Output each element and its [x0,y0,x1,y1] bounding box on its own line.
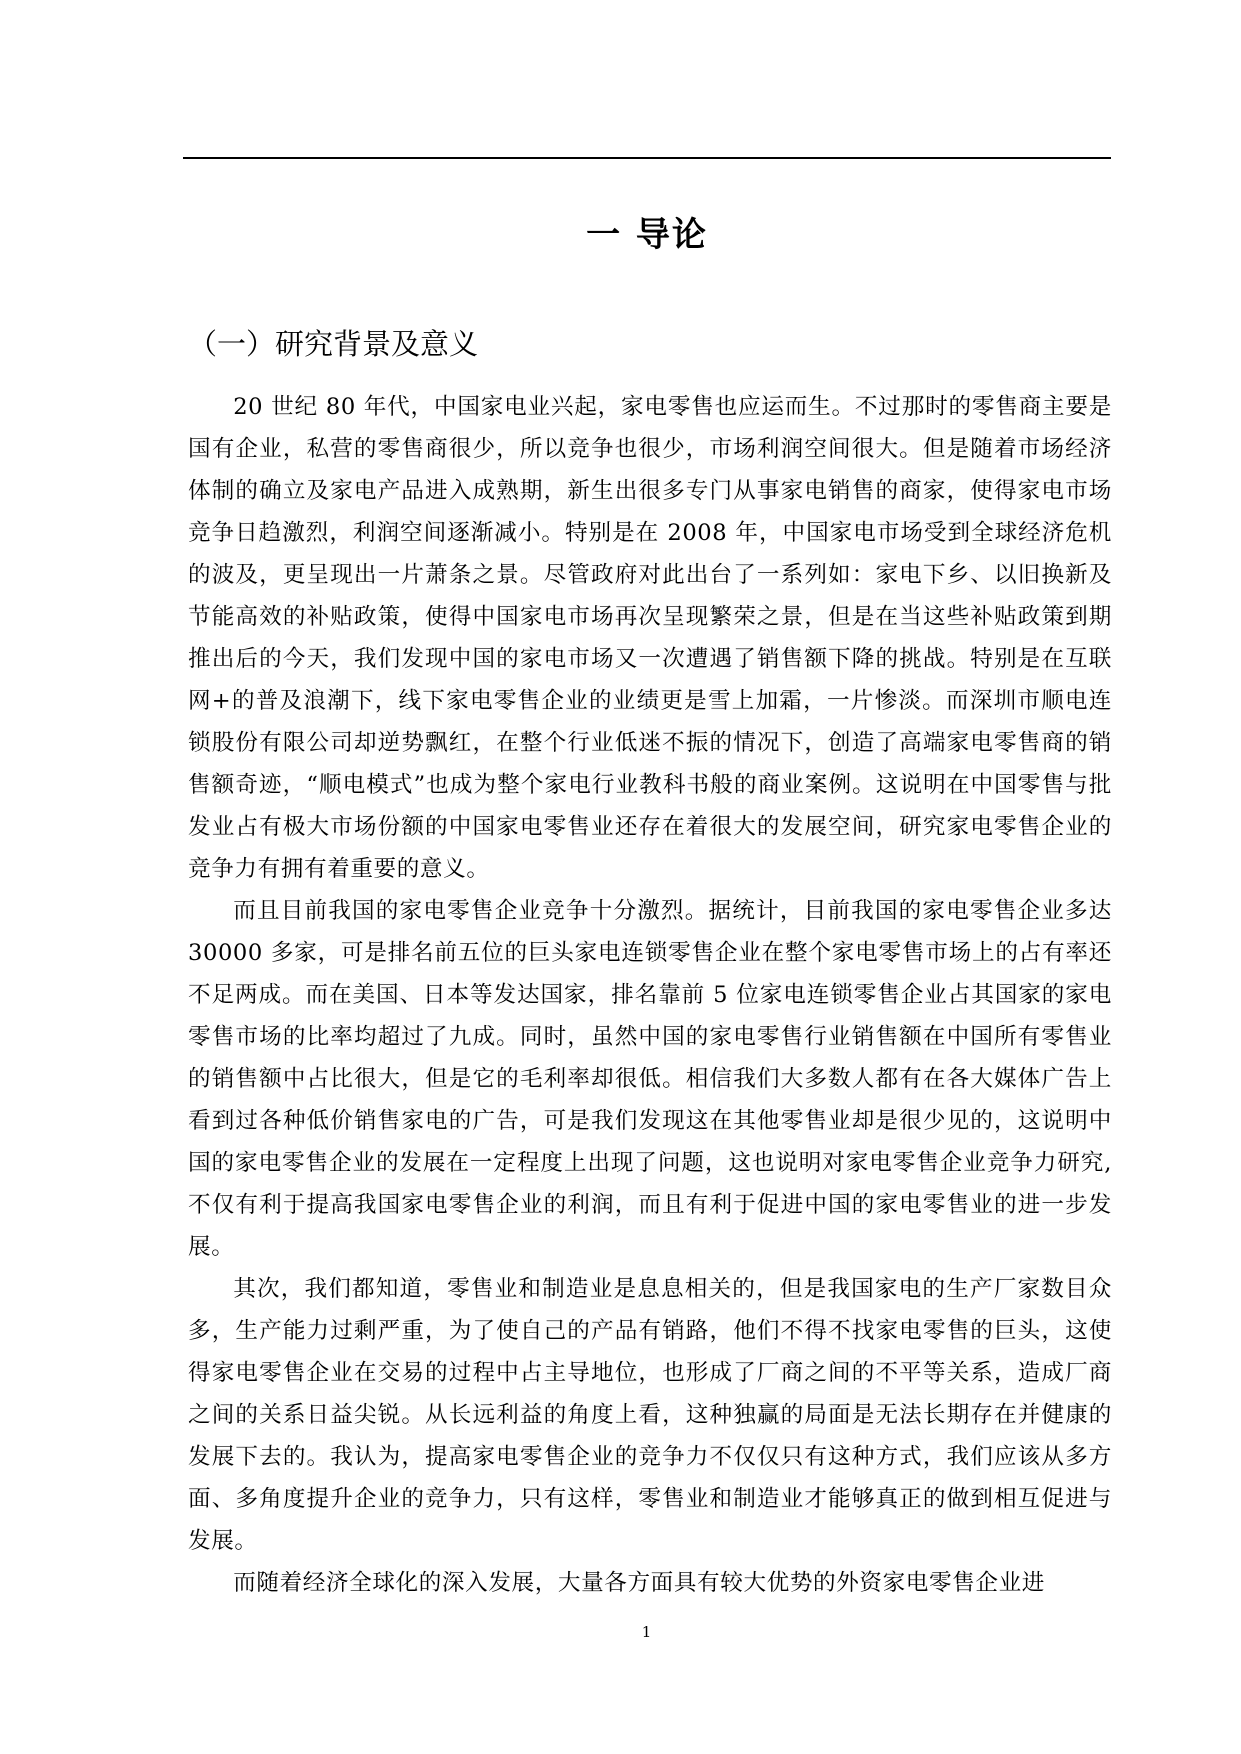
paragraph: 其次，我们都知道，零售业和制造业是息息相关的，但是我国家电的生产厂家数目众多，生产能力过剩严重，为了使自己的产品有销路，他们不得不找家电零售的巨头，这使得家电零售企业在交易的过程中占主导地位，也形成了厂商之间的不平等关系，造成厂商之间的关系日益尖锐。从长远利益的角度上看，这种独赢的局面是无法长期存在并健康的发展下去的。我认为，提高家电零售企业的竞争力不仅仅只有这种方式，我们应该从多方面、多角度提升企业的竞争力，只有这样，零售业和制造业才能够真正的做到相互促进与发展。 [188,1276,1112,1554]
section-title: （一）研究背景及意义 [188,327,479,361]
chapter-title: 一 导论 [586,215,708,255]
paragraph: 20 世纪 80 年代，中国家电业兴起，家电零售也应运而生。不过那时的零售商主要是国有企业，私营的零售商很少，所以竞争也很少，市场利润空间很大。但是随着市场经济体制的确立及家电产品进入成熟期，新生出很多专门从事家电销售的商家，使得家电市场竞争日趋激烈，利润空间逐渐减小。特别是在 2008 年，中国家电市场受到全球经济危机的波及，更呈现出一片萧条之景。尽管政府对此出台了一系列如：家电下乡、以旧换新及节能高效的补贴政策，使得中国家电市场再次呈现繁荣之景，但是在当这些补贴政策到期推出后的今天，我们发现中国的家电市场又一次遭遇了销售额下降的挑战。特别是在互联网+的普及浪潮下，线下家电零售企业的业绩更是雪上加霜，一片惨淡。而深圳市顺电连锁股份有限公司却逆势飘红，在整个行业低迷不振的情况下，创造了高端家电零售商的销售额奇迹，“顺电模式”也成为整个家电行业教科书般的商业案例。这说明在中国零售与批发业占有极大市场份额的中国家电零售业还存在着很大的发展空间，研究家电零售企业的竞争力有拥有着重要的意义。 [188,394,1112,882]
paragraph: 而随着经济全球化的深入发展，大量各方面具有较大优势的外资家电零售企业进 [233,1570,1045,1596]
paragraph: 而且目前我国的家电零售企业竞争十分激烈。据统计，目前我国的家电零售企业多达 30000 多家，可是排名前五位的巨头家电连锁零售企业在整个家电零售市场上的占有率还不足两成。而在美国、日本等发达国家，排名靠前 5 位家电连锁零售企业占其国家的家电零售市场的比率均超过了九成。同时，虽然中国的家电零售行业销售额在中国所有零售业的销售额中占比很大，但是它的毛利率却很低。相信我们大多数人都有在各大媒体广告上看到过各种低价销售家电的广告，可是我们发现这在其他零售业却是很少见的，这说明中国的家电零售企业的发展在一定程度上出现了问题，这也说明对家电零售企业竞争力研究,不仅有利于提高我国家电零售企业的利润，而且有利于促进中国的家电零售业的进一步发展。 [188,898,1112,1260]
header-rule [183,157,1111,159]
page-number: 1 [641,1623,652,1641]
body-text [188,386,1112,1604]
